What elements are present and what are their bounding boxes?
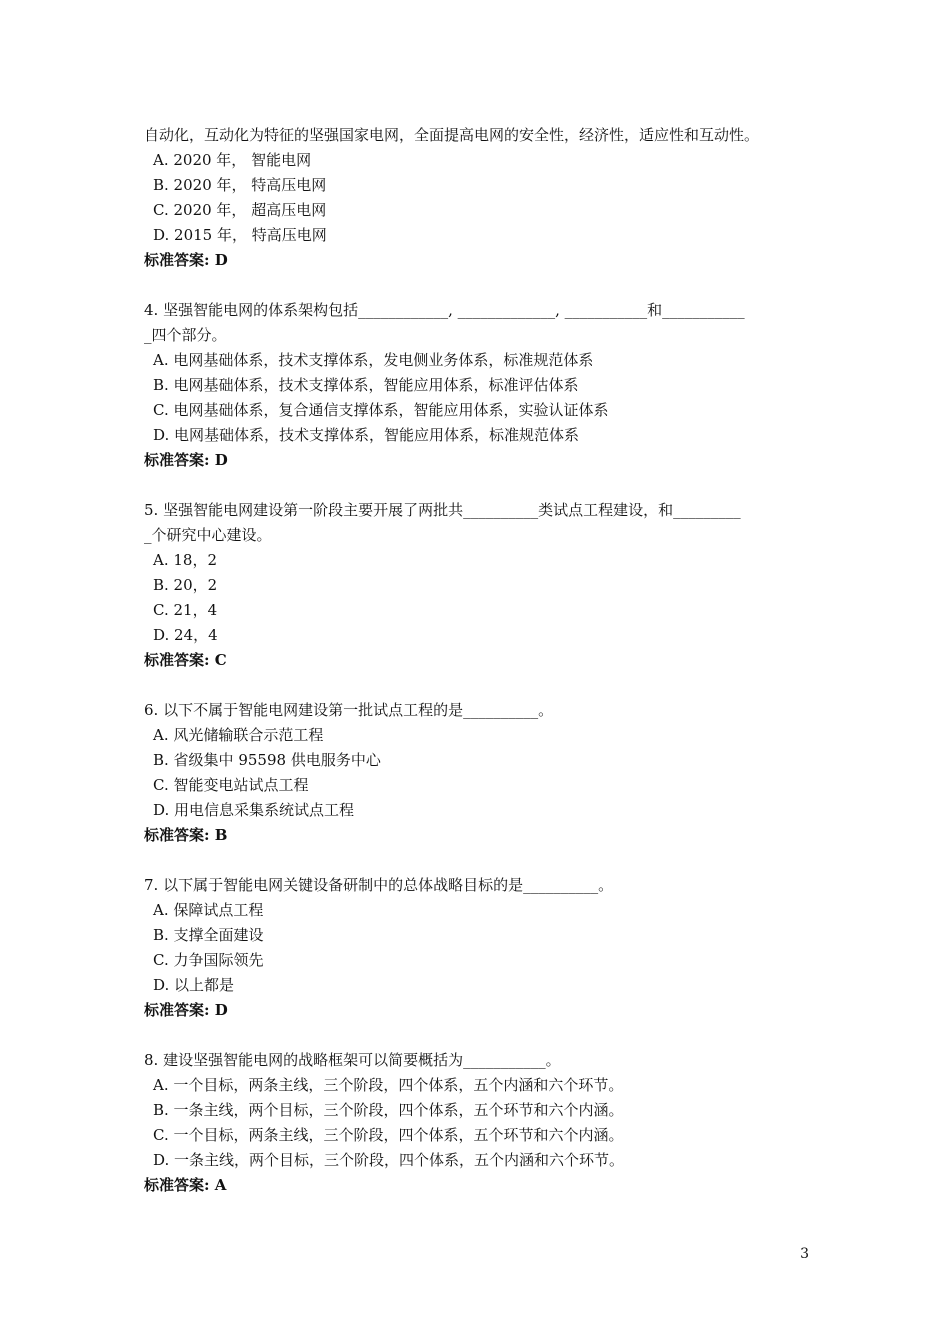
option-b: B. 2020 年， 特高压电网 — [153, 176, 327, 194]
question-6-block — [144, 698, 812, 848]
option-d: D. 电网基础体系，技术支撑体系，智能应用体系，标准规范体系 — [153, 426, 580, 444]
option-c: C. 电网基础体系，复合通信支撑体系，智能应用体系，实验认证体系 — [153, 401, 609, 419]
standard-answer: 标准答案: D — [144, 251, 228, 269]
option-b: B. 一条主线，两个目标，三个阶段，四个体系，五个环节和六个内涵。 — [153, 1101, 624, 1119]
standard-answer: 标准答案: B — [144, 826, 228, 844]
option-b: B. 省级集中 95598 供电服务中心 — [153, 751, 381, 769]
question-5-line-2: _个研究中心建设。 — [144, 526, 272, 544]
question-4-line-2: _四个部分。 — [144, 326, 227, 344]
question-7-block — [144, 873, 812, 1023]
question-5-line-1: 5. 坚强智能电网建设第一阶段主要开展了两批共__________类试点工程建设，和_________ — [144, 501, 741, 519]
option-b: B. 电网基础体系，技术支撑体系，智能应用体系，标准评估体系 — [153, 376, 579, 394]
spacer — [144, 848, 812, 873]
page-number: 3 — [800, 1246, 809, 1262]
option-a: A. 保障试点工程 — [153, 901, 264, 919]
option-d: D. 24，4 — [153, 626, 218, 644]
option-d: D. 2015 年， 特高压电网 — [153, 226, 327, 244]
option-d: D. 以上都是 — [153, 976, 235, 994]
question-8-block — [144, 1048, 812, 1198]
question-8-line-1: 8. 建设坚强智能电网的战略框架可以简要概括为___________。 — [144, 1051, 561, 1069]
option-d: D. 用电信息采集系统试点工程 — [153, 801, 355, 819]
option-a: A. 18，2 — [153, 551, 217, 569]
option-c: C. 2020 年， 超高压电网 — [153, 201, 327, 219]
page-content — [144, 123, 812, 1198]
option-c: C. 力争国际领先 — [153, 951, 264, 969]
spacer — [144, 1023, 812, 1048]
question-4-block — [144, 298, 812, 473]
spacer — [144, 473, 812, 498]
option-a: A. 电网基础体系，技术支撑体系，发电侧业务体系，标准规范体系 — [153, 351, 594, 369]
option-d: D. 一条主线，两个目标，三个阶段，四个体系，五个内涵和六个环节。 — [153, 1151, 625, 1169]
option-b: B. 支撑全面建设 — [153, 926, 264, 944]
option-c: C. 智能变电站试点工程 — [153, 776, 309, 794]
option-a: A. 2020 年， 智能电网 — [153, 151, 312, 169]
question-3-block — [144, 123, 812, 273]
question-4-line-1: 4. 坚强智能电网的体系架构包括____________, _____________, ___________和___________ — [144, 301, 745, 319]
question-5-block — [144, 498, 812, 673]
question-7-line-1: 7. 以下属于智能电网关键设备研制中的总体战略目标的是__________。 — [144, 876, 614, 894]
standard-answer: 标准答案: D — [144, 451, 228, 469]
standard-answer: 标准答案: D — [144, 1001, 228, 1019]
question-6-line-1: 6. 以下不属于智能电网建设第一批试点工程的是__________。 — [144, 701, 554, 719]
spacer — [144, 273, 812, 298]
option-a: A. 风光储输联合示范工程 — [153, 726, 324, 744]
spacer — [144, 673, 812, 698]
option-c: C. 21，4 — [153, 601, 218, 619]
standard-answer: 标准答案: C — [144, 651, 227, 669]
option-b: B. 20，2 — [153, 576, 218, 594]
question-3-text: 自动化，互动化为特征的坚强国家电网，全面提高电网的安全性，经济性，适应性和互动性。 — [144, 126, 760, 144]
option-c: C. 一个目标，两条主线，三个阶段，四个体系，五个环节和六个内涵。 — [153, 1126, 624, 1144]
option-a: A. 一个目标，两条主线，三个阶段，四个体系，五个内涵和六个环节。 — [153, 1076, 624, 1094]
standard-answer: 标准答案: A — [144, 1176, 227, 1194]
